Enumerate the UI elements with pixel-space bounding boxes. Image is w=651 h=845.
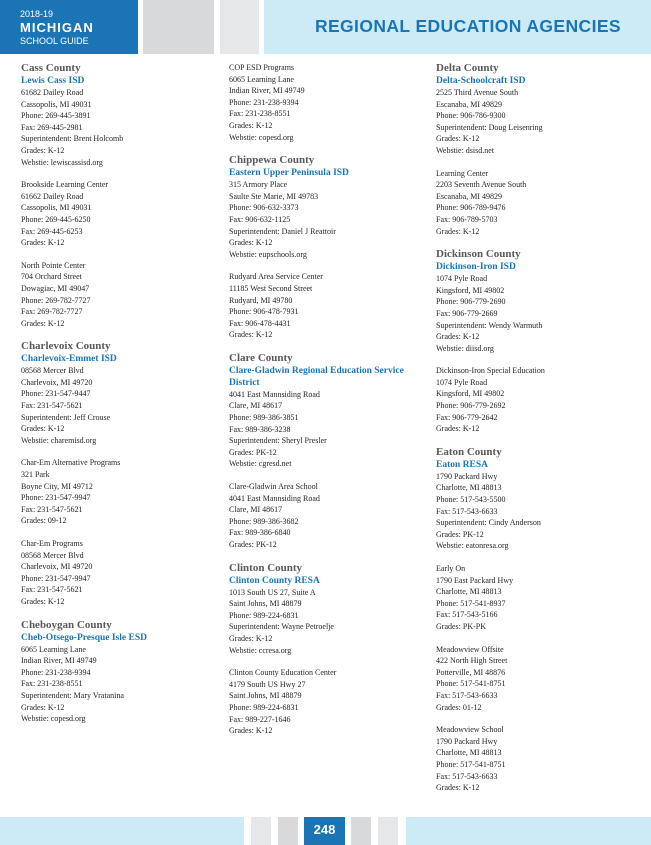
- entry-detail-line: Grades: K-12: [436, 134, 480, 144]
- entry-detail-line: Fax: 231-547-5621: [21, 401, 83, 411]
- entry-detail-line: Phone: 231-547-9947: [21, 573, 91, 583]
- header-gray-block-2: [220, 0, 259, 54]
- program-entry: [436, 724, 636, 794]
- entry-detail-line: Fax: 231-238-8551: [229, 109, 291, 119]
- entry-detail-line: Fax: 906-779-2642: [436, 412, 498, 422]
- column-1: [21, 62, 211, 736]
- entry-detail-line: Kingsford, MI 49802: [436, 389, 505, 399]
- entry-detail-line: Phone: 517-541-8937: [436, 598, 506, 608]
- entry-detail-line: Phone: 269-445-3891: [21, 111, 91, 121]
- entry-detail-line: North Pointe Center: [21, 260, 86, 270]
- entry-detail-line: Phone: 517-541-8751: [436, 679, 506, 689]
- entry-detail-line: 61662 Dailey Road: [21, 191, 84, 201]
- entry-detail-line: 1074 Pyle Road: [436, 274, 488, 284]
- entry-detail-line: Grades: K-12: [436, 226, 480, 236]
- guide-year: 2018-19: [20, 9, 54, 19]
- entry-detail-line: Fax: 231-238-8551: [21, 679, 83, 689]
- entry-detail-line: Phone: 906-478-7931: [229, 307, 299, 317]
- county-section: [21, 340, 211, 446]
- entry-detail-line: Fax: 231-547-5621: [21, 585, 83, 595]
- entry-detail-line: 08568 Mercer Blvd: [21, 550, 84, 560]
- page-title: REGIONAL EDUCATION AGENCIES: [314, 16, 621, 36]
- agency-name: Dickinson-Iron ISD: [436, 262, 516, 273]
- county-section: [229, 352, 429, 470]
- entry-detail-line: Phone: 517-541-8751: [436, 759, 506, 769]
- entry-detail-line: 1013 South US 27, Suite A: [229, 587, 316, 597]
- entry-detail-line: Clare, MI 48617: [229, 401, 283, 411]
- entry-detail-line: Webstie: lewiscassisd.org: [21, 157, 103, 167]
- entry-detail-line: Cassopolis, MI 49031: [21, 203, 92, 213]
- entry-detail-line: Grades: K-12: [21, 702, 65, 712]
- county-heading: Clare County: [229, 351, 293, 364]
- entry-detail-line: 2203 Seventh Avenue South: [436, 180, 527, 190]
- entry-detail-line: Charlotte, MI 48813: [436, 748, 502, 758]
- entry-detail-line: Grades: K-12: [436, 783, 480, 793]
- entry-detail-line: Fax: 231-547-5621: [21, 504, 83, 514]
- entry-detail-line: 4041 East Mannsiding Road: [229, 389, 320, 399]
- entry-detail-line: Webstie: copesd.org: [21, 714, 86, 724]
- entry-detail-line: Fax: 269-445-6253: [21, 226, 83, 236]
- entry-detail-line: Grades: K-12: [436, 332, 480, 342]
- entry-detail-line: Dowagiac, MI 49047: [21, 283, 90, 293]
- entry-detail-line: Phone: 231-547-9447: [21, 389, 91, 399]
- entry-detail-line: Superintendent: Jeff Crouse: [21, 412, 111, 422]
- entry-detail-line: Webstie: charemisd.org: [21, 435, 97, 445]
- entry-detail-line: Clinton County Education Center: [229, 668, 337, 678]
- footer-gray-block-3: [351, 817, 371, 845]
- entry-detail-line: Indian River, MI 49749: [21, 656, 97, 666]
- agency-name: Clare-Gladwin Regional Education Service District: [229, 365, 404, 388]
- entry-detail-line: Webstie: diisd.org: [436, 343, 494, 353]
- entry-detail-line: Fax: 906-632-1125: [229, 214, 291, 224]
- entry-detail-line: Superintendent: Brent Holcomb: [21, 134, 124, 144]
- county-heading: Eaton County: [436, 445, 502, 458]
- entry-detail-line: Webstie: cgresd.net: [229, 459, 292, 469]
- entry-detail-line: Phone: 906-789-9476: [436, 203, 506, 213]
- entry-detail-line: Grades: PK-12: [229, 540, 277, 549]
- entry-detail-line: Superintendent: Mary Vratanina: [21, 690, 124, 700]
- entry-detail-line: Grades: 09-12: [21, 516, 67, 526]
- entry-detail-line: Indian River, MI 49749: [229, 86, 305, 96]
- program-entry: [229, 271, 429, 341]
- entry-detail-line: 1074 Pyle Road: [436, 377, 488, 387]
- entry-detail-line: Webstie: dsisd.net: [436, 145, 495, 155]
- footer-gray-block-2: [278, 817, 298, 845]
- program-entry: [21, 260, 211, 330]
- agency-name: Cheb-Otsego-Presque Isle ESD: [21, 632, 147, 643]
- county-section: [436, 248, 636, 354]
- entry-detail-line: Grades: K-12: [21, 238, 65, 248]
- entry-detail-line: 704 Orchard Street: [21, 272, 82, 282]
- entry-detail-line: Rudyard Area Service Center: [229, 272, 323, 282]
- entry-detail-line: Webstie: eupschools.org: [229, 249, 307, 259]
- county-heading: Delta County: [436, 62, 499, 74]
- entry-detail-line: 2525 Third Avenue South: [436, 88, 519, 97]
- entry-detail-line: Grades: K-12: [436, 424, 480, 434]
- entry-detail-line: 08568 Mercer Blvd: [21, 366, 84, 376]
- entry-detail-line: Meadowview School: [436, 725, 504, 735]
- entry-detail-line: Webstie: copesd.org: [229, 132, 294, 142]
- entry-detail-line: 4041 East Mannsiding Road: [229, 493, 320, 503]
- entry-detail-line: 422 North High Street: [436, 656, 508, 666]
- county-section: [21, 619, 211, 725]
- entry-detail-line: Saulte Ste Marie, MI 49783: [229, 191, 319, 201]
- entry-detail-line: Fax: 906-779-2669: [436, 308, 498, 318]
- entry-detail-line: Phone: 517-543-5500: [436, 495, 506, 505]
- column-3: [436, 62, 636, 805]
- county-section: [436, 446, 636, 552]
- entry-detail-line: Fax: 269-782-7727: [21, 307, 83, 317]
- entry-detail-line: 315 Armory Place: [229, 180, 288, 190]
- entry-detail-line: Grades: K-12: [21, 424, 65, 434]
- entry-detail-line: Superintendent: Cindy Anderson: [436, 518, 541, 528]
- entry-detail-line: Kingsford, MI 49802: [436, 285, 505, 295]
- entry-detail-line: Charlevoix, MI 49720: [21, 562, 93, 572]
- entry-detail-line: Potterville, MI 48876: [436, 667, 506, 677]
- program-entry: [436, 168, 636, 238]
- entry-detail-line: Grades: K-12: [21, 318, 65, 328]
- entry-detail-line: Early On: [436, 564, 466, 573]
- entry-detail-line: Grades: K-12: [229, 120, 273, 130]
- program-entry: [21, 538, 211, 608]
- program-entry: [21, 457, 211, 527]
- entry-detail-line: 4179 South US Hwy 27: [229, 679, 306, 689]
- entry-detail-line: Grades: K-12: [229, 330, 273, 340]
- entry-detail-line: Superintendent: Doug Leisenring: [436, 122, 543, 132]
- county-heading: Cass County: [21, 62, 81, 74]
- county-section: [229, 154, 429, 260]
- entry-detail-line: Phone: 989-386-3682: [229, 516, 299, 526]
- entry-detail-line: Phone: 906-632-3373: [229, 203, 299, 213]
- header-gray-block-1: [143, 0, 214, 54]
- guide-state: MICHIGAN: [20, 20, 94, 35]
- entry-detail-line: Clare-Gladwin Area School: [229, 482, 318, 492]
- entry-detail-line: Fax: 269-445-2981: [21, 122, 83, 132]
- agency-name: Lewis Cass ISD: [21, 76, 85, 86]
- entry-detail-line: 6065 Learning Lane: [21, 644, 86, 654]
- page-number: 248: [304, 817, 345, 845]
- agency-name: Delta-Schoolcraft ISD: [436, 76, 526, 86]
- entry-detail-line: Fax: 989-386-6840: [229, 528, 291, 538]
- entry-detail-line: Grades: K-12: [229, 633, 273, 643]
- agency-name: Clinton County RESA: [229, 575, 320, 586]
- entry-detail-line: Superintendent: Wayne Petroelje: [229, 622, 334, 632]
- entry-detail-line: Charlotte, MI 48813: [436, 587, 502, 597]
- entry-detail-line: Dickinson-Iron Special Education: [436, 366, 545, 376]
- entry-detail-line: 1790 Packard Hwy: [436, 736, 498, 746]
- entry-detail-line: Webstie: ccresa.org: [229, 645, 292, 655]
- entry-detail-line: 6065 Learning Lane: [229, 74, 294, 84]
- entry-detail-line: Escanaba, MI 49829: [436, 99, 502, 109]
- entry-detail-line: Superintendent: Daniel J Reattoir: [229, 226, 336, 236]
- county-section: [229, 562, 429, 657]
- entry-detail-line: Phone: 269-445-6250: [21, 214, 91, 224]
- entry-detail-line: Phone: 989-224-6831: [229, 610, 299, 620]
- entry-detail-line: Fax: 517-543-6633: [436, 690, 498, 700]
- entry-detail-line: Fax: 906-478-4431: [229, 318, 291, 328]
- entry-detail-line: Phone: 906-779-2690: [436, 297, 506, 307]
- entry-detail-line: Fax: 989-386-3238: [229, 424, 291, 434]
- footer-light-block-left: [0, 817, 244, 845]
- entry-detail-line: Phone: 269-782-7727: [21, 295, 91, 305]
- footer-light-block-right: [406, 817, 651, 845]
- entry-detail-line: Grades: PK-12: [229, 447, 277, 457]
- entry-detail-line: 11185 West Second Street: [229, 283, 313, 293]
- entry-detail-line: Learning Center: [436, 168, 489, 178]
- entry-detail-line: Grades: K-12: [21, 596, 65, 606]
- footer-gray-block-1: [251, 817, 271, 845]
- guide-name: SCHOOL GUIDE: [20, 36, 89, 46]
- entry-detail-line: Char-Em Alternative Programs: [21, 458, 121, 468]
- entry-detail-line: Phone: 989-386-3851: [229, 413, 299, 423]
- entry-detail-line: 321 Park: [21, 470, 50, 480]
- entry-detail-line: Clare, MI 48617: [229, 505, 283, 515]
- entry-detail-line: Grades: K-12: [229, 726, 273, 736]
- entry-detail-line: Meadowview Offsite: [436, 644, 504, 654]
- entry-detail-line: Grades: PK-PK: [436, 621, 486, 631]
- entry-detail-line: Grades: 01-12: [436, 702, 482, 712]
- column-2: [229, 62, 429, 748]
- entry-detail-line: Grades: K-12: [21, 145, 65, 155]
- entry-detail-line: Saint Johns, MI 48879: [229, 691, 302, 701]
- county-heading: Clinton County: [229, 561, 303, 574]
- county-section: [436, 62, 636, 157]
- county-heading: Dickinson County: [436, 248, 521, 261]
- agency-name: Charlevoix-Emmet ISD: [21, 354, 117, 365]
- entry-detail-line: Saint Johns, MI 48879: [229, 599, 302, 609]
- program-entry: [436, 563, 636, 633]
- entry-detail-line: 1790 East Packard Hwy: [436, 575, 514, 585]
- entry-detail-line: Phone: 231-238-9394: [21, 667, 91, 677]
- entry-detail-line: 61682 Dailey Road: [21, 88, 84, 97]
- entry-detail-line: Charlevoix, MI 49720: [21, 377, 93, 387]
- program-entry: [436, 365, 636, 435]
- entry-detail-line: Phone: 906-786-9300: [436, 111, 506, 121]
- entry-detail-line: Phone: 906-779-2692: [436, 401, 506, 411]
- entry-detail-line: Grades: K-12: [229, 238, 273, 248]
- entry-detail-line: Escanaba, MI 49829: [436, 191, 502, 201]
- entry-detail-line: Fax: 517-543-6633: [436, 771, 498, 781]
- entry-detail-line: Fax: 906-789-5703: [436, 214, 498, 224]
- entry-detail-line: Char-Em Programs: [21, 539, 83, 548]
- county-heading: Cheboygan County: [21, 618, 112, 631]
- program-entry: [436, 644, 636, 714]
- county-heading: Charlevoix County: [21, 340, 111, 353]
- entry-detail-line: Phone: 231-238-9394: [229, 97, 299, 107]
- guide-brand-block: [0, 0, 138, 54]
- program-entry: [229, 667, 429, 737]
- entry-detail-line: Charlotte, MI 48813: [436, 483, 502, 493]
- county-section: [21, 62, 211, 168]
- page-title-banner: [264, 0, 651, 54]
- footer-gray-block-4: [378, 817, 398, 845]
- entry-detail-line: Superintendent: Wendy Warmuth: [436, 320, 543, 330]
- entry-detail-line: Fax: 517-543-6633: [436, 506, 498, 516]
- agency-name: Eaton RESA: [436, 459, 488, 470]
- entry-detail-line: Phone: 231-547-9947: [21, 493, 91, 503]
- entry-detail-line: COP ESD Programs: [229, 63, 295, 72]
- program-entry: [229, 481, 429, 551]
- entry-detail-line: Phone: 989-224-6831: [229, 702, 299, 712]
- county-heading: Chippewa County: [229, 154, 315, 167]
- agency-name: Eastern Upper Peninsula ISD: [229, 168, 349, 179]
- program-entry: [229, 62, 429, 143]
- entry-detail-line: Cassopolis, MI 49031: [21, 99, 92, 109]
- entry-detail-line: Fax: 989-227-1646: [229, 714, 291, 724]
- entry-detail-line: Grades: PK-12: [436, 529, 484, 539]
- entry-detail-line: Boyne City, MI 49712: [21, 481, 93, 491]
- entry-detail-line: 1790 Packard Hwy: [436, 471, 498, 481]
- entry-detail-line: Brookside Learning Center: [21, 180, 109, 190]
- entry-detail-line: Webstie: eatonresa.org: [436, 541, 509, 551]
- entry-detail-line: Superintendent: Sheryl Presler: [229, 436, 327, 446]
- entry-detail-line: Rudyard, MI 49780: [229, 295, 293, 305]
- entry-detail-line: Fax: 517-543-5166: [436, 610, 498, 620]
- program-entry: [21, 179, 211, 249]
